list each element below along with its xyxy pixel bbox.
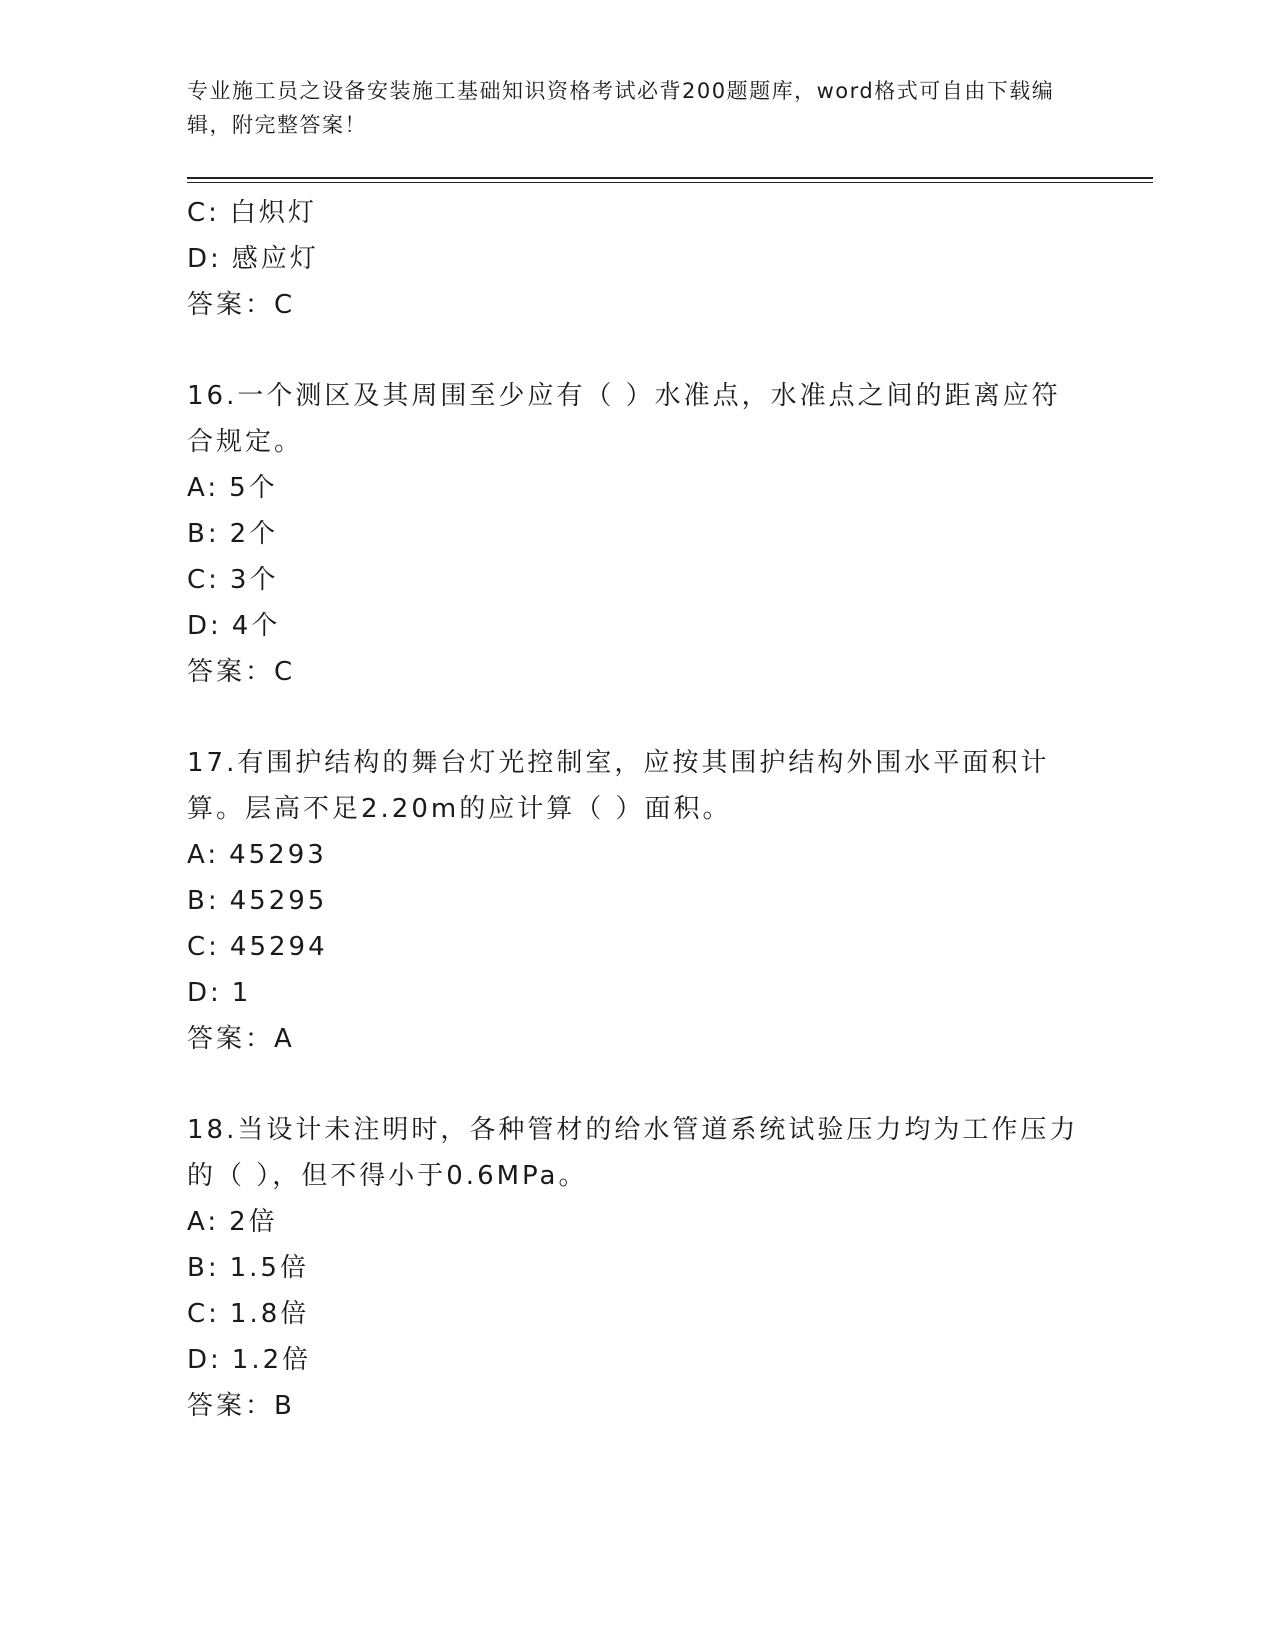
option-d	[187, 1337, 1087, 1383]
question-stem: 16.一个测区及其周围至少应有（ ）水准点，水准点之间的距离应符合规定。	[187, 381, 1061, 457]
option-text: 2倍	[229, 1207, 278, 1237]
option-text: 1.5倍	[229, 1253, 309, 1283]
answer-label: 答案：	[187, 1391, 275, 1421]
header-divider-thin	[187, 182, 1153, 183]
question-list	[187, 190, 1087, 1429]
option-letter: D:	[187, 244, 222, 274]
option-d	[187, 970, 1087, 1016]
option-d	[187, 236, 1087, 282]
question-18	[187, 1107, 1087, 1429]
option-text: 白炽灯	[229, 198, 317, 228]
option-c	[187, 190, 1087, 236]
option-letter: A:	[187, 1207, 220, 1237]
prev-question	[187, 190, 1087, 328]
answer-value: C	[274, 657, 293, 687]
option-letter: D:	[187, 611, 222, 641]
option-text: 45294	[229, 932, 328, 962]
answer-line	[187, 1383, 1087, 1429]
option-c	[187, 924, 1087, 970]
spacer	[187, 328, 1087, 373]
option-letter: B:	[187, 1253, 220, 1283]
answer-value: B	[274, 1391, 292, 1421]
option-letter: A:	[187, 473, 220, 503]
option-text: 45295	[229, 886, 328, 916]
option-a	[187, 832, 1087, 878]
spacer	[187, 1062, 1087, 1107]
header-divider-thick	[187, 177, 1153, 179]
answer-label: 答案：	[187, 290, 275, 320]
document-header: 专业施工员之设备安装施工基础知识资格考试必背200题题库，word格式可自由下载编辑，附完整答案！	[187, 79, 1055, 137]
option-text: 5个	[229, 473, 278, 503]
option-letter: C:	[187, 565, 220, 595]
option-letter: D:	[187, 978, 222, 1008]
answer-line	[187, 1016, 1087, 1062]
option-text: 2个	[229, 519, 279, 549]
option-letter: C:	[187, 1299, 220, 1329]
option-text: 3个	[229, 565, 279, 595]
option-text: 1	[231, 978, 252, 1008]
question-16	[187, 373, 1087, 695]
option-letter: C:	[187, 198, 220, 228]
option-text: 1.8倍	[229, 1299, 310, 1329]
option-a	[187, 465, 1087, 511]
answer-value: C	[274, 290, 293, 320]
question-stem: 18.当设计未注明时，各种管材的给水管道系统试验压力均为工作压力的（ ），但不得小于0.6MPa。	[187, 1115, 1079, 1191]
option-letter: B:	[187, 519, 220, 549]
option-c	[187, 557, 1087, 603]
answer-value: A	[274, 1024, 292, 1054]
answer-line	[187, 649, 1087, 695]
option-letter: D:	[187, 1345, 222, 1375]
option-text: 45293	[229, 840, 327, 870]
option-letter: A:	[187, 840, 220, 870]
option-b	[187, 1245, 1087, 1291]
option-letter: C:	[187, 932, 220, 962]
answer-label: 答案：	[187, 657, 275, 687]
option-b	[187, 878, 1087, 924]
option-letter: B:	[187, 886, 220, 916]
option-c	[187, 1291, 1087, 1337]
answer-label: 答案：	[187, 1024, 275, 1054]
option-a	[187, 1199, 1087, 1245]
option-text: 4个	[231, 611, 281, 641]
option-b	[187, 511, 1087, 557]
option-d	[187, 603, 1087, 649]
option-text: 感应灯	[231, 244, 319, 274]
question-17	[187, 740, 1087, 1062]
question-stem: 17.有围护结构的舞台灯光控制室，应按其围护结构外围水平面积计算。层高不足2.20m的应计算（ ）面积。	[187, 748, 1050, 824]
spacer	[187, 695, 1087, 740]
answer-line	[187, 282, 1087, 328]
option-text: 1.2倍	[231, 1345, 312, 1375]
